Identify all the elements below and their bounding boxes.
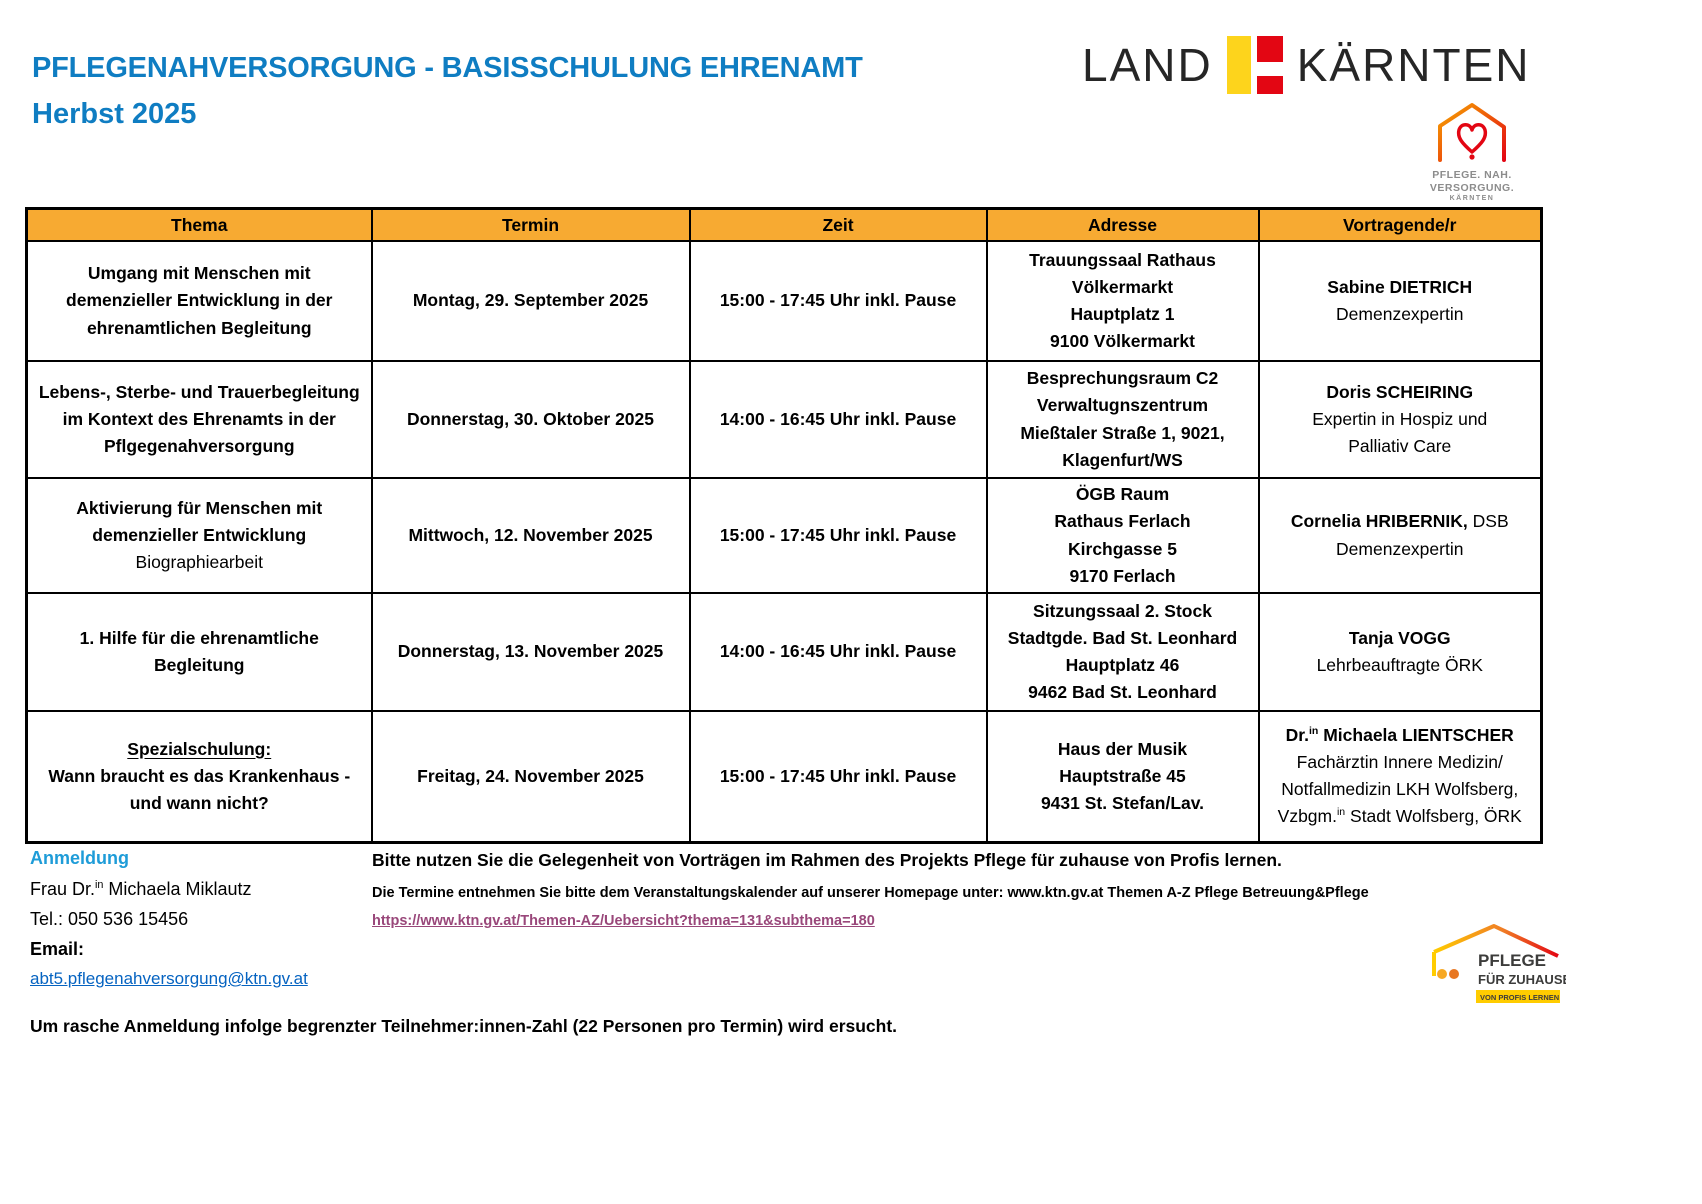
info-line-2: Die Termine entnehmen Sie bitte dem Veranstaltungskalender auf unserer Homepage unter: www.ktn.gv.at Themen A-Z Pflege Betreuung&Pflege xyxy=(372,885,1369,901)
cell-vortragende: Doris SCHEIRING Expertin in Hospiz und Palliativ Care xyxy=(1259,361,1542,478)
email-label: Email: xyxy=(30,939,85,959)
cell-termin: Montag, 29. September 2025 xyxy=(372,241,690,361)
email-link[interactable]: abt5.pflegenahversorgung@ktn.gv.at xyxy=(30,969,308,988)
cell-thema: Umgang mit Menschen mit demenzieller Entwicklung in der ehrenamtlichen Begleitung xyxy=(27,241,372,361)
cell-termin: Donnerstag, 30. Oktober 2025 xyxy=(372,361,690,478)
cell-termin: Mittwoch, 12. November 2025 xyxy=(372,478,690,593)
pfz-logo-line3: VON PROFIS LERNEN xyxy=(1480,993,1560,1002)
info-block xyxy=(372,850,1422,930)
cell-adresse: Trauungssaal Rathaus Völkermarkt Hauptplatz 1 9100 Völkermarkt xyxy=(987,241,1259,361)
col-header-adresse: Adresse xyxy=(987,209,1259,242)
cell-zeit: 15:00 - 17:45 Uhr inkl. Pause xyxy=(690,478,987,593)
registration-block xyxy=(30,848,370,989)
cell-zeit: 14:00 - 16:45 Uhr inkl. Pause xyxy=(690,361,987,478)
col-header-zeit: Zeit xyxy=(690,209,987,242)
cell-zeit: 15:00 - 17:45 Uhr inkl. Pause xyxy=(690,241,987,361)
cell-vortragende: Cornelia HRIBERNIK, DSB Demenzexpertin xyxy=(1259,478,1542,593)
table-row xyxy=(27,711,1542,842)
closing-note: Um rasche Anmeldung infolge begrenzter Teilnehmer:innen-Zahl (22 Personen pro Termin) wird ersucht. xyxy=(30,1016,898,1036)
land-logo-word-left: LAND xyxy=(1082,39,1213,91)
cell-thema: Spezialschulung: Wann braucht es das Krankenhaus - und wann nicht? xyxy=(27,711,372,842)
table-row xyxy=(27,361,1542,478)
page-title: PFLEGENAHVERSORGUNG - BASISSCHULUNG EHRENAMT xyxy=(32,52,863,84)
anmeldung-heading: Anmeldung xyxy=(30,848,129,868)
info-line-1: Bitte nutzen Sie die Gelegenheit von Vorträgen im Rahmen des Projekts Pflege für zuhause von Profis lernen. xyxy=(372,850,1282,870)
pnv-logo-line3: KÄRNTEN xyxy=(1449,195,1495,203)
cell-adresse: ÖGB Raum Rathaus Ferlach Kirchgasse 5 9170 Ferlach xyxy=(987,478,1259,593)
cell-thema: 1. Hilfe für die ehrenamtliche Begleitung xyxy=(27,593,372,711)
land-logo-yellow-bar-icon xyxy=(1227,36,1251,94)
contact-phone: Tel.: 050 536 15456 xyxy=(30,909,189,929)
land-logo-word-right: KÄRNTEN xyxy=(1296,39,1531,91)
pfz-logo-line2: FÜR ZUHAUSE xyxy=(1478,972,1566,987)
pfz-logo-line1: PFLEGE xyxy=(1478,951,1547,970)
col-header-vortragende: Vortragende/r xyxy=(1259,209,1542,242)
col-header-termin: Termin xyxy=(372,209,690,242)
contact-name: Frau Dr.$^{in}$ Michaela Miklautz xyxy=(30,879,252,899)
cell-vortragende: Tanja VOGG Lehrbeauftragte ÖRK xyxy=(1259,593,1542,711)
cell-thema: Lebens-, Sterbe- und Trauerbegleitung im Kontext des Ehrenamts in der Pflgegenahversorgung xyxy=(27,361,372,478)
col-header-thema: Thema xyxy=(27,209,372,242)
land-logo-red-squares-icon xyxy=(1257,36,1283,94)
land-kaernten-logo xyxy=(1082,36,1531,94)
table-row xyxy=(27,478,1542,593)
cell-zeit: 15:00 - 17:45 Uhr inkl. Pause xyxy=(690,711,987,842)
cell-thema: Aktivierung für Menschen mit demenzieller Entwicklung Biographiearbeit xyxy=(27,478,372,593)
table-header-row xyxy=(27,209,1542,242)
pflege-fuer-zuhause-logo xyxy=(1426,916,1566,1015)
pnv-logo-line1: PFLEGE. NAH. xyxy=(1432,169,1512,181)
pflege-nah-versorgung-logo xyxy=(1420,100,1524,202)
pnv-logo-line2: VERSORGUNG. xyxy=(1429,182,1515,195)
table-row xyxy=(27,241,1542,361)
roof-icon xyxy=(1426,916,1566,1010)
page-subtitle: Herbst 2025 xyxy=(32,98,197,130)
cell-zeit: 14:00 - 16:45 Uhr inkl. Pause xyxy=(690,593,987,711)
cell-termin: Donnerstag, 13. November 2025 xyxy=(372,593,690,711)
homepage-link[interactable]: https://www.ktn.gv.at/Themen-AZ/Uebersicht?thema=131&subthema=180 xyxy=(372,913,875,929)
cell-termin: Freitag, 24. November 2025 xyxy=(372,711,690,842)
house-heart-icon xyxy=(1426,100,1518,164)
cell-vortragende: Sabine DIETRICH Demenzexpertin xyxy=(1259,241,1542,361)
cell-adresse: Sitzungssaal 2. Stock Stadtgde. Bad St. Leonhard Hauptplatz 46 9462 Bad St. Leonhard xyxy=(987,593,1259,711)
cell-adresse: Haus der Musik Hauptstraße 45 9431 St. Stefan/Lav. xyxy=(987,711,1259,842)
table-row xyxy=(27,593,1542,711)
cell-vortragende: Dr.$^{in}$ Michaela LIENTSCHER Fachärztin Innere Medizin/ Notfallmedizin LKH Wolfsberg, Vzbgm.$^{in}$ Stadt Wolfsberg, ÖRK xyxy=(1259,711,1542,842)
schedule-table xyxy=(25,207,1543,844)
cell-adresse: Besprechungsraum C2 Verwaltugnszentrum Mießtaler Straße 1, 9021, Klagenfurt/WS xyxy=(987,361,1259,478)
